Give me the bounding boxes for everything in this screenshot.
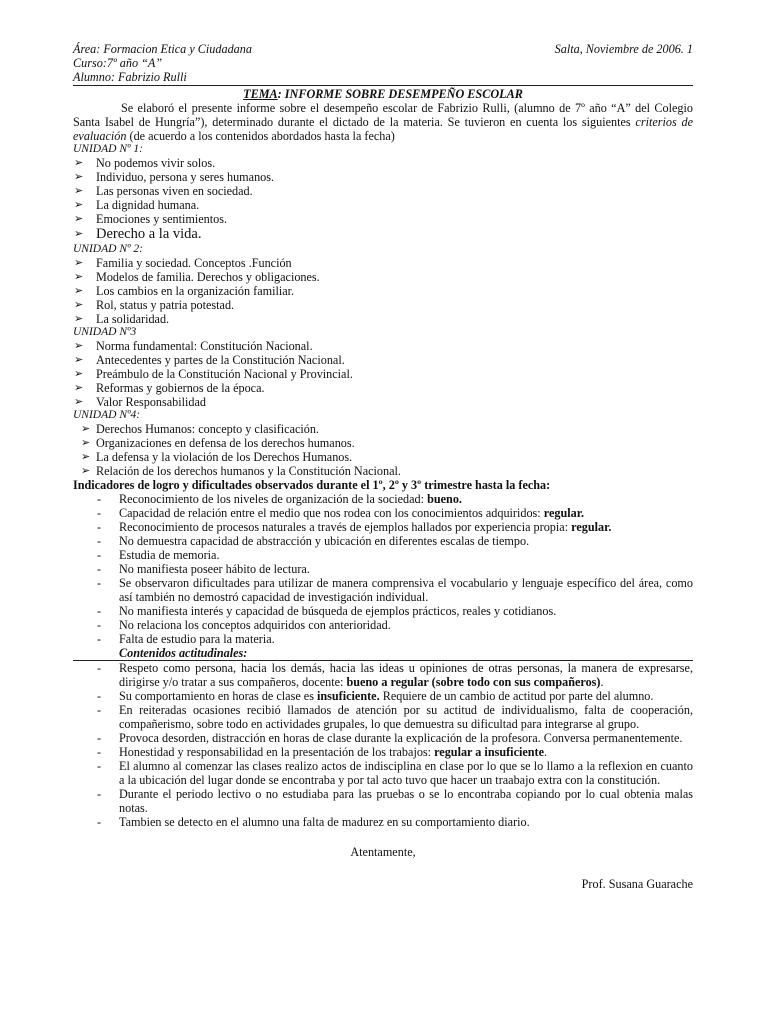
arrow-bullet-icon: ➢ — [74, 185, 84, 197]
list-item: ➢ La defensa y la violación de los Derechos Humanos. — [81, 450, 353, 464]
dash-bullet: - — [97, 534, 102, 548]
indicators-list — [73, 492, 693, 646]
unit-4-label: UNIDAD Nº4: — [73, 409, 141, 421]
indicators-heading: Indicadores de logro y dificultades observados durante el 1º, 2º y 3º trimestre hasta la fecha: — [73, 478, 551, 492]
title-text: : INFORME SOBRE DESEMPEÑO ESCOLAR — [277, 87, 523, 101]
arrow-bullet-icon: ➢ — [81, 465, 91, 477]
dash-bullet: - — [97, 492, 102, 506]
report-title — [73, 87, 693, 101]
list-item: ➢ Derecho a la vida. — [74, 226, 202, 242]
list-item: ➢ No podemos vivir solos. — [74, 156, 216, 170]
intro-paragraph — [73, 101, 693, 143]
list-item: ➢ La dignidad humana. — [74, 198, 200, 212]
list-item: ➢ Modelos de familia. Derechos y obligaciones. — [74, 270, 320, 284]
list-item: - Honestidad y responsabilidad en la presentación de los trabajos: regular a insuficiente. — [97, 745, 548, 759]
unit-3-label: UNIDAD Nº3 — [73, 326, 137, 338]
dash-bullet: - — [97, 689, 102, 703]
arrow-bullet-icon: ➢ — [74, 257, 84, 269]
list-item: - Capacidad de relación entre el medio que nos rodea con los conocimientos adquiridos: regular. — [97, 506, 585, 520]
list-item: ➢ Norma fundamental: Constitución Nacional. — [74, 339, 313, 353]
unit-2-list — [73, 256, 693, 326]
unit-3-list — [73, 339, 693, 409]
dash-bullet: - — [97, 661, 102, 675]
list-item: ➢ Las personas viven en sociedad. — [74, 184, 253, 198]
arrow-bullet-icon: ➢ — [74, 285, 84, 297]
closing-salutation: Atentamente, — [350, 845, 416, 859]
dash-bullet: - — [97, 731, 102, 745]
list-item: - Tambien se detecto en el alumno una falta de madurez en su comportamiento diario. — [97, 815, 530, 829]
list-item: ➢ Organizaciones en defensa de los derechos humanos. — [81, 436, 355, 450]
arrow-bullet-icon: ➢ — [74, 382, 84, 394]
unit-1-label: UNIDAD Nº 1: — [73, 143, 144, 155]
unit-4-list — [73, 422, 693, 478]
signature: Prof. Susana Guarache — [581, 877, 693, 891]
intro-part1: Se elaboró el presente informe sobre el desempeño escolar de Fabrizio Rulli, (alumno de 7º año “A” del Colegio Santa Isabel de Hungría”), determinado durante el dictado de la materia. Se tuvieron en cuenta los siguientes — [73, 101, 693, 129]
arrow-bullet-icon: ➢ — [74, 157, 84, 169]
arrow-bullet-icon: ➢ — [74, 228, 84, 240]
arrow-bullet-icon: ➢ — [81, 437, 91, 449]
list-item: - Provoca desorden, distracción en horas de clase durante la explicación de la profesora. Conversa permanentemente. — [97, 731, 683, 745]
dash-bullet: - — [97, 632, 102, 646]
date-page-number: Salta, Noviembre de 2006. 1 — [554, 42, 693, 56]
list-item: ➢ Antecedentes y partes de la Constitución Nacional. — [74, 353, 345, 367]
dash-bullet: - — [97, 604, 102, 618]
list-item: - Estudia de memoria. — [97, 548, 220, 562]
arrow-bullet-icon: ➢ — [74, 340, 84, 352]
dash-bullet: - — [97, 520, 102, 534]
area-line: Área: Formacion Etica y Ciudadana — [73, 42, 252, 56]
header-rule — [73, 85, 693, 86]
student-line: Alumno: Fabrizio Rulli — [73, 70, 187, 84]
dash-bullet: - — [97, 815, 102, 829]
document-header — [73, 42, 693, 84]
attitudinal-heading: Contenidos actitudinales: — [73, 646, 693, 661]
list-item: - No manifiesta interés y capacidad de búsqueda de ejemplos prácticos, reales y cotidianos. — [97, 604, 557, 618]
list-item: ➢ Valor Responsabilidad — [74, 395, 207, 409]
list-item: - Su comportamiento en horas de clase es insuficiente. Requiere de un cambio de actitud por parte del alumno. — [97, 689, 654, 703]
arrow-bullet-icon: ➢ — [74, 313, 84, 325]
list-item: ➢ Rol, status y patria potestad. — [74, 298, 235, 312]
list-item: ➢ Familia y sociedad. Conceptos .Función — [74, 256, 292, 270]
dash-bullet: - — [97, 759, 102, 773]
list-item: - No relaciona los conceptos adquiridos con anterioridad. — [97, 618, 391, 632]
document-page — [73, 42, 693, 891]
intro-criteria: criterios de evaluación — [73, 115, 694, 143]
arrow-bullet-icon: ➢ — [74, 396, 84, 408]
list-item: ➢ Derechos Humanos: concepto y clasificación. — [81, 422, 320, 436]
list-item: - Reconocimiento de los niveles de organización de la sociedad: bueno. — [97, 492, 462, 506]
list-item: - Falta de estudio para la materia. — [97, 632, 275, 646]
dash-bullet: - — [97, 745, 102, 759]
arrow-bullet-icon: ➢ — [81, 423, 91, 435]
unit-2-label: UNIDAD Nº 2: — [73, 243, 144, 255]
list-item: ➢ Los cambios en la organización familiar. — [74, 284, 295, 298]
arrow-bullet-icon: ➢ — [81, 451, 91, 463]
list-item: - Durante el periodo lectivo o no estudiaba para las pruebas o se lo encontraba copiando por lo cual obtenia malas notas. — [97, 787, 693, 815]
arrow-bullet-icon: ➢ — [74, 271, 84, 283]
list-item: ➢ La solidaridad. — [74, 312, 170, 326]
list-item: ➢ Individuo, persona y seres humanos. — [74, 170, 275, 184]
list-item: - El alumno al comenzar las clases realizo actos de indisciplina en clase por lo que se lo llamo a la reflexion en cuanto a la ubicación del lugar donde se encontraba y por tal acto tuvo que hacer un traabajo extra con la constitución. — [97, 759, 693, 787]
dash-bullet: - — [97, 506, 102, 520]
course-line: Curso:7º año “A” — [73, 56, 163, 70]
intro-part2: (de acuerdo a los contenidos abordados hasta la fecha) — [126, 129, 395, 143]
arrow-bullet-icon: ➢ — [74, 213, 84, 225]
list-item: ➢ Reformas y gobiernos de la época. — [74, 381, 265, 395]
list-item: - No demuestra capacidad de abstracción y ubicación en diferentes escalas de tiempo. — [97, 534, 530, 548]
dash-bullet: - — [97, 703, 102, 717]
arrow-bullet-icon: ➢ — [74, 368, 84, 380]
list-item: - En reiteradas ocasiones recibió llamados de atención por su actitud de individualismo, falta de cooperación, compañerismo, sobre todo en actividades grupales, lo que demuestra su dificultad para integrarse al grupo. — [97, 703, 693, 731]
attitudinal-list — [73, 661, 693, 829]
arrow-bullet-icon: ➢ — [74, 171, 84, 183]
list-item: ➢ Emociones y sentimientos. — [74, 212, 227, 226]
list-item: - No manifiesta poseer hábito de lectura. — [97, 562, 310, 576]
arrow-bullet-icon: ➢ — [74, 299, 84, 311]
arrow-bullet-icon: ➢ — [74, 199, 84, 211]
dash-bullet: - — [97, 787, 102, 801]
dash-bullet: - — [97, 548, 102, 562]
list-item: - Reconocimiento de procesos naturales a través de ejemplos hallados por experiencia propia: regular. — [97, 520, 612, 534]
list-item: ➢ Relación de los derechos humanos y la Constitución Nacional. — [81, 464, 401, 478]
title-label: TEMA — [243, 87, 278, 101]
list-item: - Respeto como persona, hacia los demás, hacia las ideas u opiniones de otras personas, la manera de expresarse, dirigirse y/o tratar a sus compañeros, docente: bueno a regular (sobre todo con sus compañeros). — [97, 661, 693, 689]
dash-bullet: - — [97, 576, 102, 590]
dash-bullet: - — [97, 562, 102, 576]
list-item: ➢ Preámbulo de la Constitución Nacional y Provincial. — [74, 367, 353, 381]
list-item: - Se observaron dificultades para utilizar de manera comprensiva el vocabulario y lenguaje específico del área, como así también no demostró capacidad de investigación individual. — [97, 576, 693, 604]
arrow-bullet-icon: ➢ — [74, 354, 84, 366]
dash-bullet: - — [97, 618, 102, 632]
unit-1-list — [73, 156, 693, 243]
